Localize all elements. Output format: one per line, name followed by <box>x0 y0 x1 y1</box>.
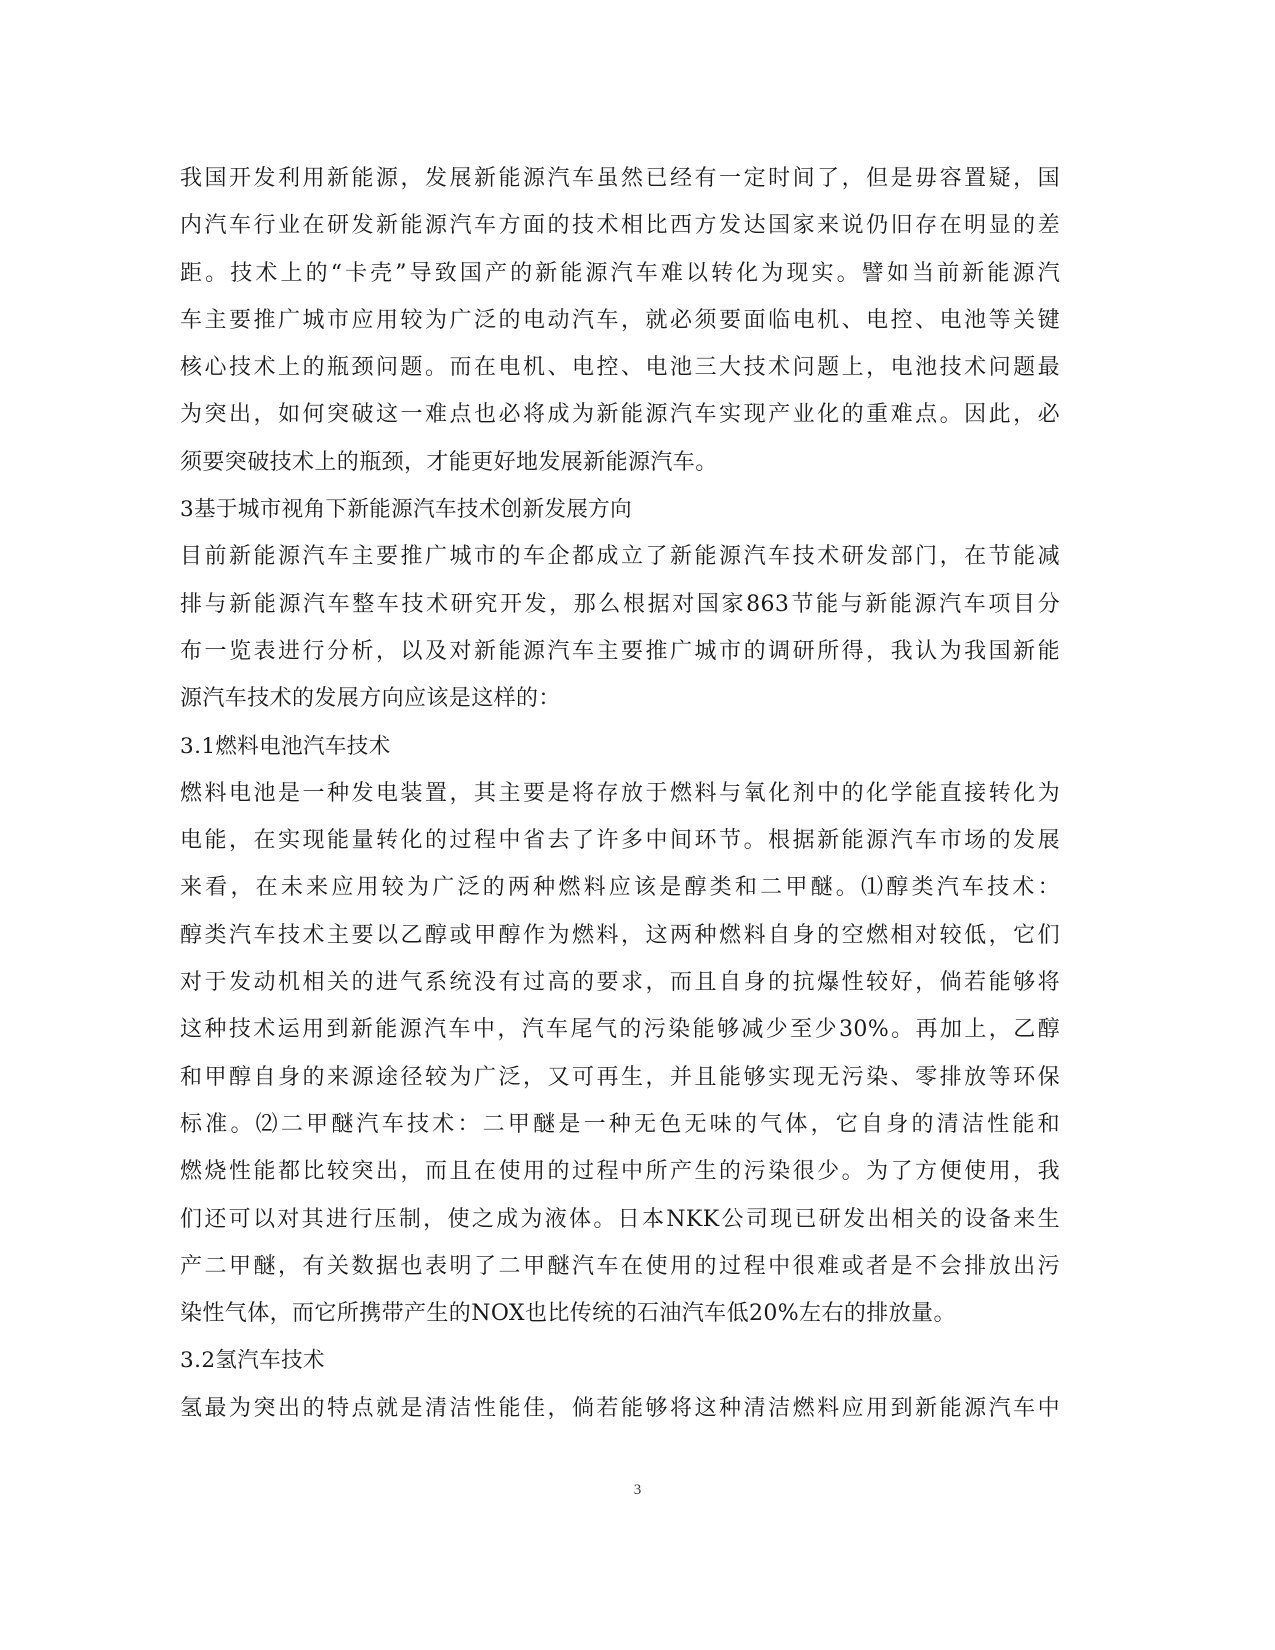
paragraph-line: 染性气体，而它所携带产生的NOX也比传统的石油汽车低20%左右的排放量。 <box>180 1301 956 1327</box>
paragraph-line: 须要突破技术上的瓶颈，才能更好地发展新能源汽车。 <box>180 449 718 475</box>
paragraph-line: 燃料电池是一种发电装置，其主要是将存放于燃料与氧化剂中的化学能直接转化为 <box>180 780 1060 806</box>
paragraph-line: 标准。⑵二甲醚汽车技术：二甲醚是一种无色无味的气体，它自身的清洁性能和 <box>180 1111 1060 1137</box>
paragraph-line: 来看，在未来应用较为广泛的两种燃料应该是醇类和二甲醚。⑴醇类汽车技术： <box>180 875 1060 901</box>
paragraph-line: 源汽车技术的发展方向应该是这样的： <box>180 686 561 712</box>
paragraph-line: 为突出，如何突破这一难点也必将成为新能源汽车实现产业化的重难点。因此，必 <box>180 402 1060 428</box>
body-text <box>180 155 1060 1432</box>
paragraph-line: 电能，在实现能量转化的过程中省去了许多中间环节。根据新能源汽车市场的发展 <box>180 828 1060 854</box>
paragraph-line: 醇类汽车技术主要以乙醇或甲醇作为燃料，这两种燃料自身的空燃相对较低，它们 <box>180 922 1060 948</box>
paragraph-line: 布一览表进行分析，以及对新能源汽车主要推广城市的调研所得，我认为我国新能 <box>180 638 1060 664</box>
subsection-heading: 3.2氢汽车技术 <box>180 1348 325 1374</box>
paragraph-line: 排与新能源汽车整车技术研究开发，那么根据对国家863节能与新能源汽车项目分 <box>180 591 1060 617</box>
paragraph-line: 目前新能源汽车主要推广城市的车企都成立了新能源汽车技术研发部门，在节能减 <box>180 544 1060 570</box>
paragraph-line: 产二甲醚，有关数据也表明了二甲醚汽车在使用的过程中很难或者是不会排放出污 <box>180 1253 1060 1279</box>
subsection-heading: 3.1燃料电池汽车技术 <box>180 733 391 759</box>
paragraph-line: 这种技术运用到新能源汽车中，汽车尾气的污染能够减少至少30%。再加上，乙醇 <box>180 1017 1060 1043</box>
paragraph-line: 距。技术上的“卡壳”导致国产的新能源汽车难以转化为现实。譬如当前新能源汽 <box>180 260 1060 286</box>
paragraph-line: 内汽车行业在研发新能源汽车方面的技术相比西方发达国家来说仍旧存在明显的差 <box>180 213 1060 239</box>
paragraph-line: 和甲醇自身的来源途径较为广泛，又可再生，并且能够实现无污染、零排放等环保 <box>180 1064 1060 1090</box>
paragraph-line: 对于发动机相关的进气系统没有过高的要求，而且自身的抗爆性较好，倘若能够将 <box>180 970 1060 996</box>
paragraph-line: 氢最为突出的特点就是清洁性能佳，倘若能够将这种清洁燃料应用到新能源汽车中 <box>180 1395 1060 1421</box>
paragraph-line: 我国开发利用新能源，发展新能源汽车虽然已经有一定时间了，但是毋容置疑，国 <box>180 166 1060 191</box>
paragraph-line: 燃烧性能都比较突出，而且在使用的过程中所产生的污染很少。为了方便使用，我 <box>180 1159 1060 1185</box>
paragraph-line: 车主要推广城市应用较为广泛的电动汽车，就必须要面临电机、电控、电池等关键 <box>180 307 1060 333</box>
page-number: 3 <box>633 1482 642 1498</box>
section-heading: 3基于城市视角下新能源汽车技术创新发展方向 <box>180 497 633 523</box>
paragraph-line: 核心技术上的瓶颈问题。而在电机、电控、电池三大技术问题上，电池技术问题最 <box>180 355 1060 381</box>
paragraph-line: 们还可以对其进行压制，使之成为液体。日本NKK公司现已研发出相关的设备来生 <box>180 1206 1060 1232</box>
